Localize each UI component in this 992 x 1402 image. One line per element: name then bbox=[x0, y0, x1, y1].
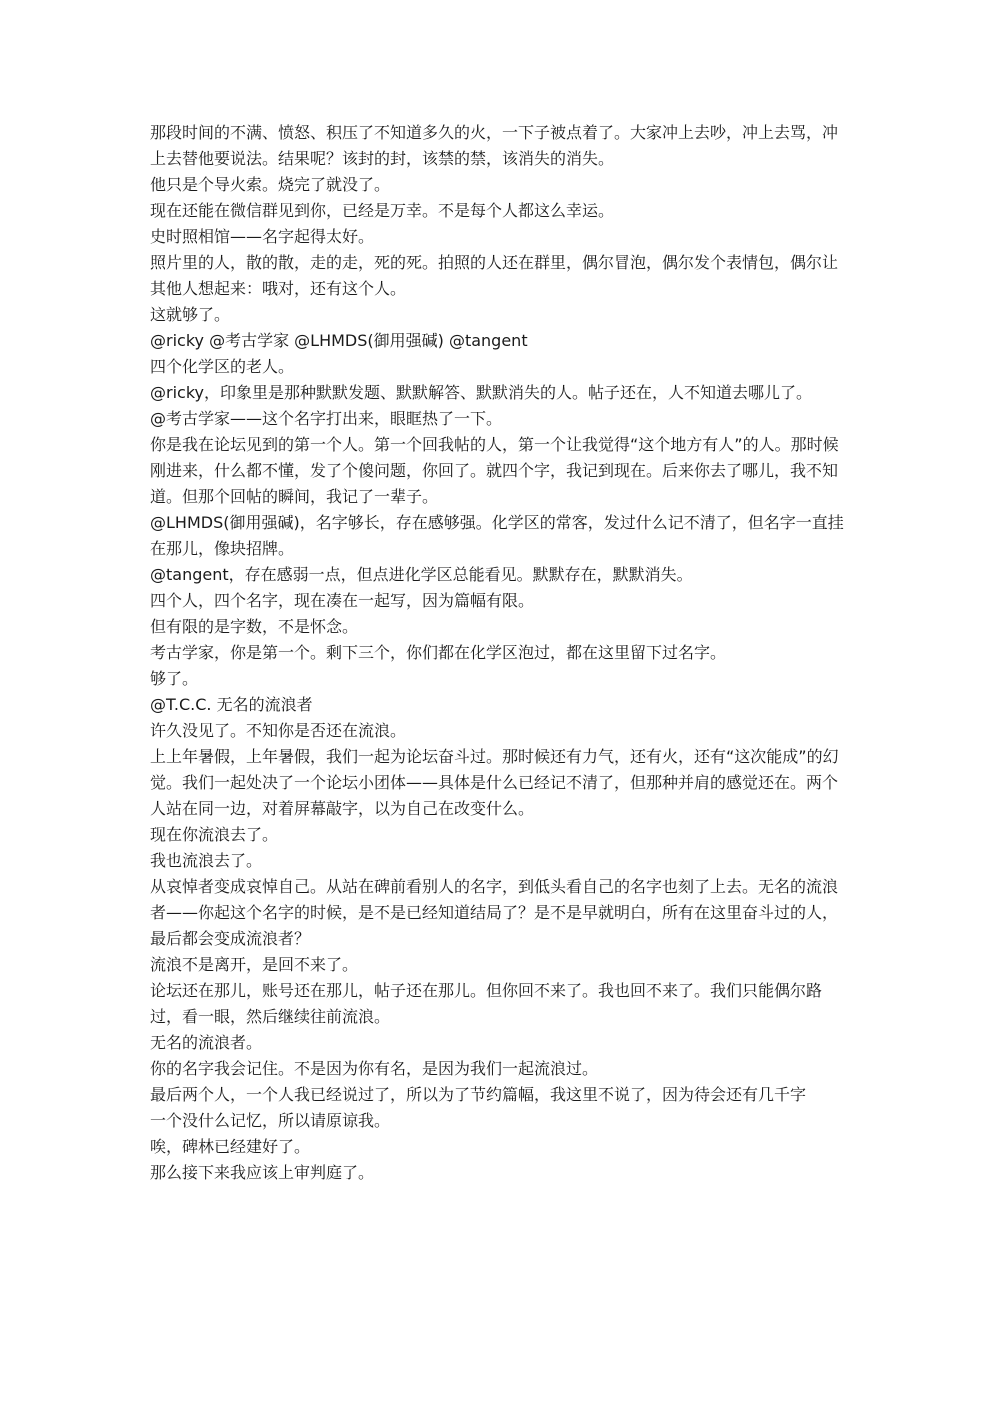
paragraph: 现在你流浪去了。 bbox=[150, 825, 279, 844]
paragraph: 论坛还在那儿，账号还在那儿，帖子还在那儿。但你回不来了。我也回不来了。我们只能偶尔路过，看一眼，然后继续往前流浪。 bbox=[150, 981, 823, 1026]
paragraph: 唉，碑林已经建好了。 bbox=[150, 1137, 311, 1156]
paragraph: 他只是个导火索。烧完了就没了。 bbox=[150, 175, 391, 194]
paragraph: 无名的流浪者。 bbox=[150, 1033, 263, 1052]
paragraph: @LHMDS(御用强碱)，名字够长，存在感够强。化学区的常客，发过什么记不清了，但名字一直挂在那儿，像块招牌。 bbox=[150, 513, 844, 558]
paragraph: 你是我在论坛见到的第一个人。第一个回我帖的人，第一个让我觉得“这个地方有人”的人。那时候刚进来，什么都不懂，发了个傻问题，你回了。就四个字，我记到现在。后来你去了哪儿，我不知道。但那个回帖的瞬间，我记了一辈子。 bbox=[150, 435, 839, 506]
paragraph: 我也流浪去了。 bbox=[150, 851, 263, 870]
mention-line: @ricky @考古学家 @LHMDS(御用强碱) @tangent bbox=[150, 331, 528, 350]
paragraph: 四个化学区的老人。 bbox=[150, 357, 295, 376]
paragraph: 上上年暑假，上年暑假，我们一起为论坛奋斗过。那时候还有力气，还有火，还有“这次能成”的幻觉。我们一起处决了一个论坛小团体——具体是什么已经记不清了，但那种并肩的感觉还在。两个人站在同一边，对着屏幕敲字，以为自己在改变什么。 bbox=[150, 747, 839, 818]
paragraph: @考古学家——这个名字打出来，眼眶热了一下。 bbox=[150, 409, 503, 428]
paragraph: 最后两个人，一个人我已经说过了，所以为了节约篇幅，我这里不说了，因为待会还有几千字 bbox=[150, 1085, 807, 1104]
paragraph: 照片里的人，散的散，走的走，死的死。拍照的人还在群里，偶尔冒泡，偶尔发个表情包，偶尔让其他人想起来：哦对，还有这个人。 bbox=[150, 253, 839, 298]
paragraph: 许久没见了。不知你是否还在流浪。 bbox=[150, 721, 407, 740]
paragraph: 这就够了。 bbox=[150, 305, 231, 324]
paragraph: @tangent，存在感弱一点，但点进化学区总能看见。默默存在，默默消失。 bbox=[150, 565, 693, 584]
paragraph: 但有限的是字数，不是怀念。 bbox=[150, 617, 359, 636]
paragraph: 史时照相馆——名字起得太好。 bbox=[150, 227, 375, 246]
paragraph: 四个人，四个名字，现在凑在一起写，因为篇幅有限。 bbox=[150, 591, 535, 610]
paragraph: 考古学家，你是第一个。剩下三个，你们都在化学区泡过，都在这里留下过名字。 bbox=[150, 643, 727, 662]
paragraph: 流浪不是离开，是回不来了。 bbox=[150, 955, 359, 974]
paragraph: 一个没什么记忆，所以请原谅我。 bbox=[150, 1111, 391, 1130]
paragraph: @ricky，印象里是那种默默发题、默默解答、默默消失的人。帖子还在，人不知道去哪儿了。 bbox=[150, 383, 812, 402]
mention-line: @T.C.C. 无名的流浪者 bbox=[150, 695, 313, 714]
paragraph: 你的名字我会记住。不是因为你有名，是因为我们一起流浪过。 bbox=[150, 1059, 599, 1078]
paragraph: 从哀悼者变成哀悼自己。从站在碑前看别人的名字，到低头看自己的名字也刻了上去。无名的流浪者——你起这个名字的时候，是不是已经知道结局了？是不是早就明白，所有在这里奋斗过的人，最后都会变成流浪者？ bbox=[150, 877, 839, 948]
paragraph: 那段时间的不满、愤怒、积压了不知道多久的火，一下子被点着了。大家冲上去吵，冲上去骂，冲上去替他要说法。结果呢？该封的封，该禁的禁，该消失的消失。 bbox=[150, 123, 839, 168]
document-body bbox=[150, 120, 845, 1186]
paragraph: 够了。 bbox=[150, 669, 199, 688]
paragraph: 现在还能在微信群见到你，已经是万幸。不是每个人都这么幸运。 bbox=[150, 201, 615, 220]
paragraph: 那么接下来我应该上审判庭了。 bbox=[150, 1163, 375, 1182]
